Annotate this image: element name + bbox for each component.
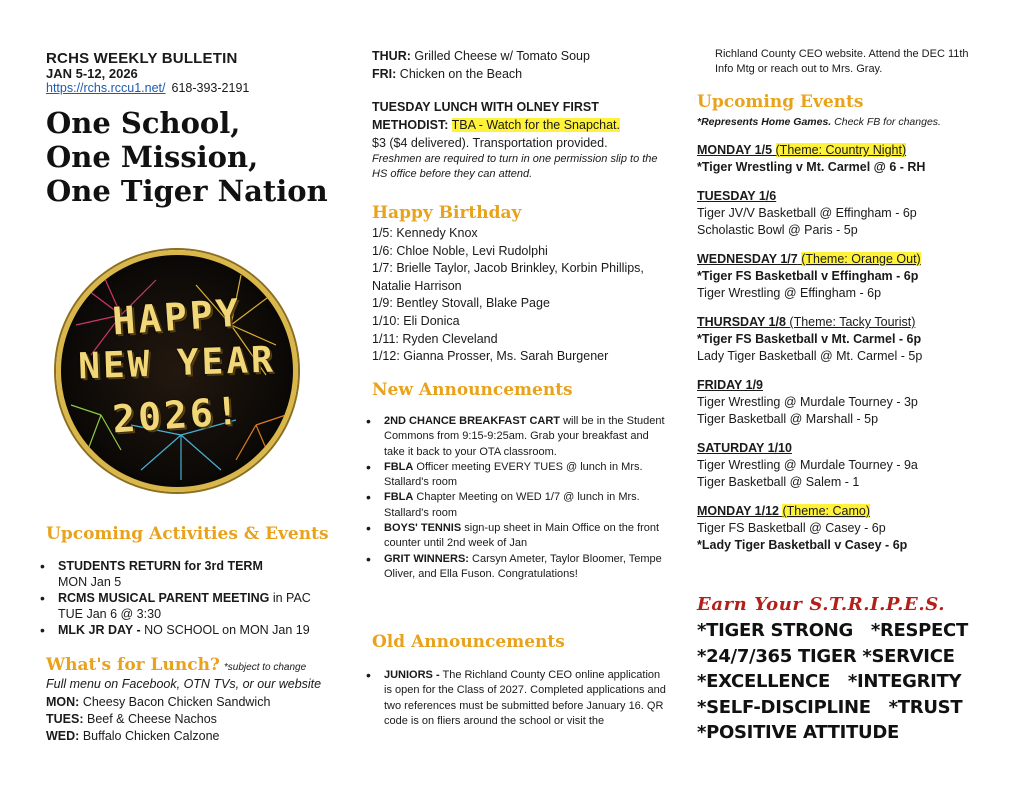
- item-bold: RCMS MUSICAL PARENT MEETING: [58, 591, 270, 605]
- events-note-bold: *Represents Home Games.: [697, 116, 832, 128]
- event-item: Scholastic Bowl @ Paris - 5p: [697, 223, 858, 237]
- events-note-text: Check FB for changes.: [831, 116, 941, 128]
- activities-heading: Upcoming Activities & Events: [46, 524, 329, 544]
- birthday-date: 1/11:: [372, 331, 399, 346]
- phone-number: 618-393-2191: [171, 81, 250, 95]
- birthday-date: 1/12:: [372, 349, 400, 364]
- list-item: [40, 590, 350, 622]
- event-day: [697, 251, 997, 302]
- birthday-date: 1/10:: [372, 313, 400, 328]
- birthday-names: Kennedy Knox: [396, 226, 478, 240]
- birthday-heading: Happy Birthday: [372, 203, 522, 223]
- lunch-subject-note: *subject to change: [223, 662, 307, 673]
- freshmen-note: Freshmen are required to turn in one permission slip to the HS office before they can attend.: [372, 153, 658, 180]
- event-item: Tiger Wrestling @ Murdale Tourney - 9a: [697, 458, 918, 472]
- event-day-title: [697, 440, 997, 457]
- event-item: Tiger FS Basketball @ Casey - 6p: [697, 521, 886, 535]
- lunch-days-list: [46, 694, 270, 745]
- lunch-day-label: THUR:: [372, 49, 411, 63]
- item-bold: 2ND CHANCE BREAKFAST CART: [384, 415, 561, 427]
- birthday-names: Brielle Taylor, Jacob Brinkley, Korbin Phillips, Natalie Harrison: [372, 261, 644, 293]
- lunch-meal: Beef & Cheese Nachos: [86, 712, 217, 726]
- badge-line-new-year: NEW YEAR: [77, 339, 277, 388]
- stripes-line: *24/7/365 TIGER *SERVICE: [697, 645, 955, 667]
- lunch-meal: Buffalo Chicken Calzone: [82, 729, 220, 743]
- item-bold: BOYS' TENNIS: [384, 522, 462, 535]
- event-day: [697, 314, 997, 365]
- day-label: WEDNESDAY 1/7: [697, 252, 798, 266]
- event-day-title: [697, 314, 997, 331]
- list-item: [366, 668, 666, 729]
- item-detail: TUE Jan 6 @ 3:30: [58, 607, 162, 621]
- column-left: [46, 0, 346, 798]
- item-text: sign-up sheet in Main Office on the front counter until 2nd week of Jan: [384, 522, 660, 550]
- item-bold: FBLA: [384, 460, 414, 473]
- event-day-title: [697, 188, 997, 205]
- stripes-line: *EXCELLENCE *INTEGRITY: [697, 671, 962, 692]
- event-day-title: [697, 377, 997, 394]
- birthday-names: Gianna Prosser, Ms. Sarah Burgener: [403, 349, 609, 364]
- event-day: [697, 142, 997, 176]
- day-theme: (Theme: Tacky Tourist): [789, 315, 916, 329]
- item-bold: GRIT WINNERS:: [384, 552, 469, 565]
- lunch-heading: [46, 655, 306, 675]
- happy-new-year-badge: [56, 250, 298, 492]
- list-item: [366, 460, 666, 491]
- old-announcements-heading: Old Announcements: [372, 632, 565, 652]
- tuesday-lunch-title: TUESDAY LUNCH WITH OLNEY FIRST METHODIST:: [372, 100, 599, 132]
- birthday-item: [372, 225, 672, 243]
- lunch-day-label: TUES:: [46, 712, 84, 726]
- list-item: [40, 622, 350, 638]
- day-label: MONDAY 1/12: [697, 504, 779, 518]
- birthday-date: 1/6:: [372, 243, 393, 258]
- event-item: Tiger Basketball @ Marshall - 5p: [697, 412, 879, 426]
- lunch-day: [46, 694, 270, 711]
- event-day-title: [697, 251, 997, 268]
- tuesday-lunch-highlight: TBA - Watch for the Snapchat.: [451, 118, 621, 132]
- day-label: MONDAY 1/5: [697, 143, 773, 157]
- contact-line: [46, 81, 249, 95]
- birthday-names: Eli Donica: [403, 313, 460, 328]
- birthday-item: [372, 260, 672, 295]
- birthday-item: [372, 313, 672, 331]
- item-bold: STUDENTS RETURN for 3rd TERM: [58, 559, 263, 573]
- activities-list: [40, 558, 350, 638]
- birthday-date: 1/7:: [372, 261, 393, 276]
- list-item: [366, 490, 666, 521]
- old-announcement-continued: Richland County CEO website. Attend the DEC 11th Info Mtg or reach out to Mrs. Gray.: [715, 48, 969, 75]
- lunch-day: [46, 728, 270, 745]
- stripes-line: *POSITIVE ATTITUDE: [697, 722, 899, 743]
- lunch-day: [46, 711, 270, 728]
- event-day: [697, 440, 997, 491]
- tuesday-lunch-price: $3 ($4 delivered). Transportation provided.: [372, 136, 608, 150]
- event-item: *Lady Tiger Basketball v Casey - 6p: [697, 538, 908, 552]
- tuesday-lunch-block: [372, 98, 672, 152]
- item-detail: MON Jan 5: [58, 575, 122, 589]
- list-item: [366, 521, 666, 552]
- badge-line-year: 2026!: [110, 388, 244, 442]
- day-label: TUESDAY 1/6: [697, 189, 777, 203]
- stripes-heading: Earn Your S.T.R.I.P.E.S.: [697, 594, 946, 615]
- event-item: *Tiger FS Basketball v Effingham - 6p: [697, 269, 919, 283]
- lunch-day-label: FRI:: [372, 67, 397, 81]
- item-text: Carsyn Ameter, Taylor Bloomer, Tempe Oliver, and Ella Fuson. Congratulations!: [384, 552, 662, 580]
- lunch-day: [372, 65, 590, 83]
- lunch-menu-note: Full menu on Facebook, OTN TVs, or our website: [46, 677, 322, 691]
- event-day-title: [697, 503, 997, 520]
- lunch-day: [372, 47, 590, 65]
- birthday-names: Chloe Noble, Levi Rudolphi: [396, 243, 548, 258]
- list-item: [366, 552, 666, 583]
- day-label: FRIDAY 1/9: [697, 378, 764, 392]
- day-theme: (Theme: Orange Out): [801, 252, 921, 266]
- lunch-day-label: WED:: [46, 729, 80, 743]
- stripes-line: *TIGER STRONG *RESPECT: [697, 620, 968, 641]
- birthday-item: [372, 295, 672, 313]
- events-heading: Upcoming Events: [697, 92, 864, 112]
- item-bold: JUNIORS -: [384, 669, 440, 681]
- events-list: [697, 142, 997, 566]
- birthday-date: 1/9:: [372, 296, 393, 311]
- birthday-item: [372, 348, 672, 366]
- lunch-meal: Chicken on the Beach: [399, 67, 523, 81]
- lunch-meal: Grilled Cheese w/ Tomato Soup: [414, 49, 590, 63]
- event-item: Tiger Wrestling @ Effingham - 6p: [697, 286, 882, 300]
- birthday-list: [372, 225, 672, 366]
- event-day: [697, 377, 997, 428]
- new-announcements-list: [366, 414, 666, 582]
- event-item: Tiger Wrestling @ Murdale Tourney - 3p: [697, 395, 918, 409]
- item-text: Officer meeting EVERY TUES @ lunch in Mrs. Stallard's room: [384, 460, 643, 489]
- item-bold: MLK JR DAY -: [58, 623, 141, 637]
- event-day: [697, 188, 997, 239]
- item-text: NO SCHOOL on MON Jan 19: [140, 623, 310, 637]
- birthday-names: Ryden Cleveland: [402, 331, 498, 346]
- day-theme: (Theme: Country Night): [775, 143, 907, 157]
- event-item: Lady Tiger Basketball @ Mt. Carmel - 5p: [697, 349, 923, 363]
- bulletin-title: RCHS WEEKLY BULLETIN: [46, 50, 238, 67]
- event-item: *Tiger FS Basketball v Mt. Carmel - 6p: [697, 332, 922, 346]
- events-note: [697, 116, 941, 128]
- birthday-item: [372, 243, 672, 261]
- event-day-title: [697, 142, 997, 159]
- day-label: THURSDAY 1/8: [697, 315, 786, 329]
- motto-line: One School,: [46, 106, 241, 140]
- lunch-days-continued: [372, 47, 590, 83]
- birthday-names: Bentley Stovall, Blake Page: [396, 296, 550, 311]
- event-item: Tiger Basketball @ Salem - 1: [697, 475, 860, 489]
- motto-line: One Mission,: [46, 140, 259, 174]
- stripes-line: *SELF-DISCIPLINE *TRUST: [697, 696, 963, 718]
- motto-line: One Tiger Nation: [46, 174, 328, 208]
- stripes-values: [697, 618, 968, 746]
- event-day: [697, 503, 997, 554]
- website-link[interactable]: https://rchs.rccu1.net/: [46, 81, 166, 95]
- new-announcements-heading: New Announcements: [372, 380, 573, 400]
- day-theme: (Theme: Camo): [782, 504, 870, 518]
- item-text: in PAC: [269, 591, 311, 605]
- item-bold: FBLA: [384, 491, 414, 504]
- item-text: will be in the Student Commons from 9:15-9:25am. Grab your breakfast and take it back to your OTA classroom.: [384, 415, 665, 458]
- event-item: Tiger JV/V Basketball @ Effingham - 6p: [697, 206, 917, 220]
- birthday-date: 1/5:: [372, 226, 393, 240]
- lunch-meal: Cheesy Bacon Chicken Sandwich: [82, 695, 271, 709]
- event-item: *Tiger Wrestling v Mt. Carmel @ 6 - RH: [697, 160, 926, 174]
- item-text: Chapter Meeting on WED 1/7 @ lunch in Mrs. Stallard's room: [384, 491, 640, 519]
- badge-line-happy: HAPPY: [110, 290, 244, 344]
- day-label: SATURDAY 1/10: [697, 441, 792, 455]
- birthday-item: [372, 331, 672, 349]
- lunch-heading-text: What's for Lunch?: [46, 655, 220, 675]
- column-middle: [372, 0, 672, 798]
- list-item: [40, 558, 350, 590]
- motto: [46, 106, 328, 208]
- old-announcements-list: [366, 668, 666, 729]
- column-right: [697, 0, 997, 798]
- list-item: [366, 414, 666, 460]
- bulletin-date: JAN 5-12, 2026: [46, 66, 138, 81]
- item-text: The Richland County CEO online application is open for the Class of 2027. Completed applications and two references must be submitted before January 16. QR code is on fliers around the school or visit the: [384, 669, 666, 727]
- lunch-day-label: MON:: [46, 695, 80, 709]
